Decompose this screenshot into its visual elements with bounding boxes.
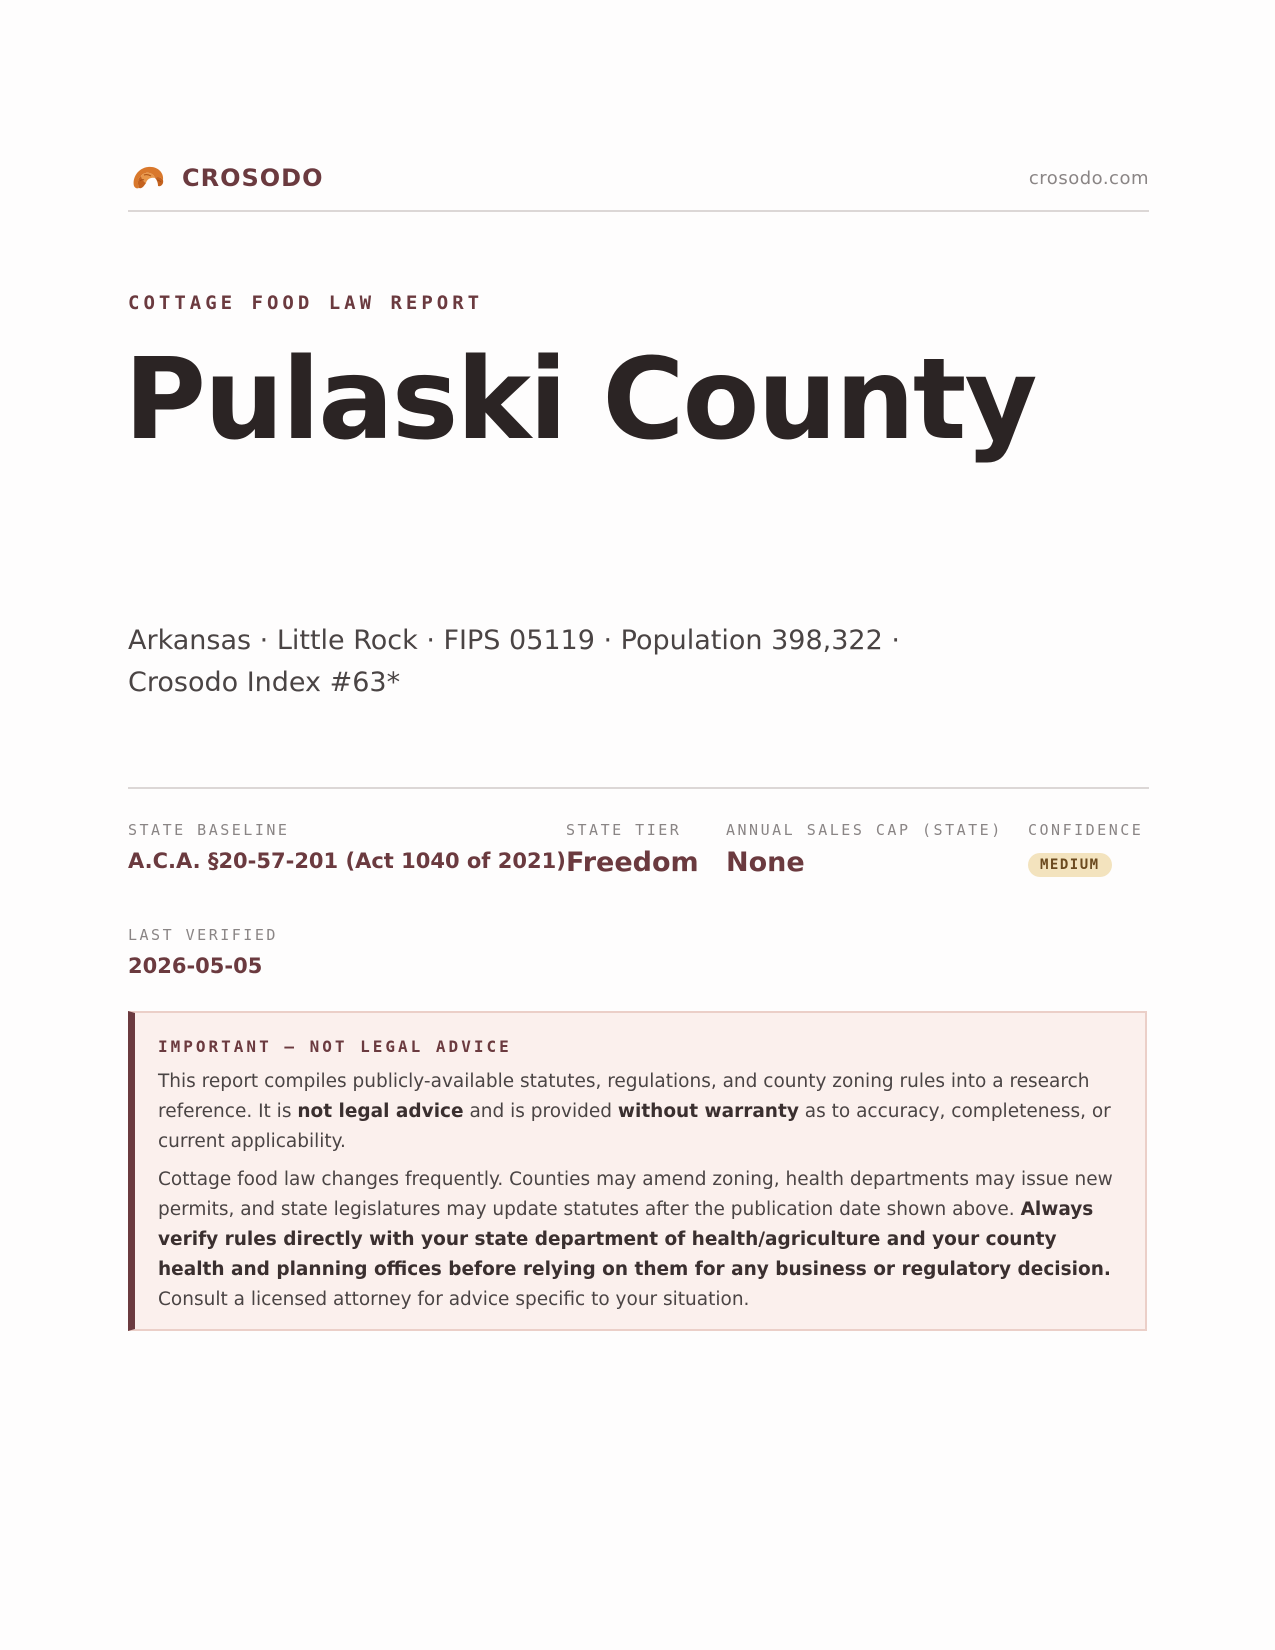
- brand-logo[interactable]: [128, 158, 324, 198]
- county-summary-line-1: Arkansas · Little Rock · FIPS 05119 · Population 398,322 ·: [128, 625, 900, 656]
- report-eyebrow: COTTAGE FOOD LAW REPORT: [128, 292, 484, 314]
- notice-paragraph-2: [158, 1165, 1128, 1315]
- confidence-badge: MEDIUM: [1028, 853, 1112, 877]
- fact-label: STATE TIER: [566, 821, 682, 839]
- fact-value: Freedom: [566, 847, 699, 878]
- fact-sales-cap: [726, 821, 1003, 878]
- legal-notice: [128, 1011, 1147, 1331]
- croissant-icon: [128, 158, 168, 198]
- page-title: Pulaski County: [124, 335, 1036, 465]
- fact-label: LAST VERIFIED: [128, 926, 278, 944]
- brand-name: CROSODO: [182, 164, 324, 192]
- fact-last-verified: [128, 926, 278, 978]
- notice-text: This report compiles publicly-available statutes, regulations, and county zoning rules into a research reference. It is: [158, 1071, 1090, 1122]
- site-url-link[interactable]: crosodo.com: [1028, 168, 1149, 189]
- fact-label: STATE BASELINE: [128, 821, 290, 839]
- fact-value: None: [726, 847, 805, 878]
- fact-value: 2026-05-05: [128, 954, 263, 978]
- section-divider: [128, 787, 1149, 789]
- county-summary: [128, 620, 948, 704]
- fact-state-baseline: [128, 821, 566, 873]
- fact-state-tier: [566, 821, 699, 878]
- notice-emphasis: Always verify rules directly with your state department of health/agriculture and your county health and planning offices before relying on them for any business or regulatory decision.: [158, 1199, 1111, 1280]
- notice-text: and is provided: [463, 1101, 618, 1122]
- county-summary-line-2: Crosodo Index #63*: [128, 667, 401, 698]
- notice-paragraph-1: [158, 1067, 1128, 1157]
- notice-title: IMPORTANT — NOT LEGAL ADVICE: [158, 1037, 512, 1056]
- brand-header: [128, 158, 1149, 212]
- notice-emphasis: not legal advice: [297, 1101, 464, 1122]
- notice-text: Cottage food law changes frequently. Counties may amend zoning, health departments may issue new permits, and state legislatures may update statutes after the publication date shown above.: [158, 1169, 1113, 1220]
- fact-value: A.C.A. §20-57-201 (Act 1040 of 2021): [128, 849, 566, 873]
- fact-label: ANNUAL SALES CAP (STATE): [726, 821, 1003, 839]
- fact-label: CONFIDENCE: [1028, 821, 1144, 839]
- notice-emphasis: without warranty: [617, 1101, 799, 1122]
- notice-text: as to accuracy, completeness, or current applicability.: [158, 1101, 1111, 1152]
- notice-text: Consult a licensed attorney for advice specific to your situation.: [158, 1289, 750, 1310]
- fact-confidence: [1028, 821, 1143, 877]
